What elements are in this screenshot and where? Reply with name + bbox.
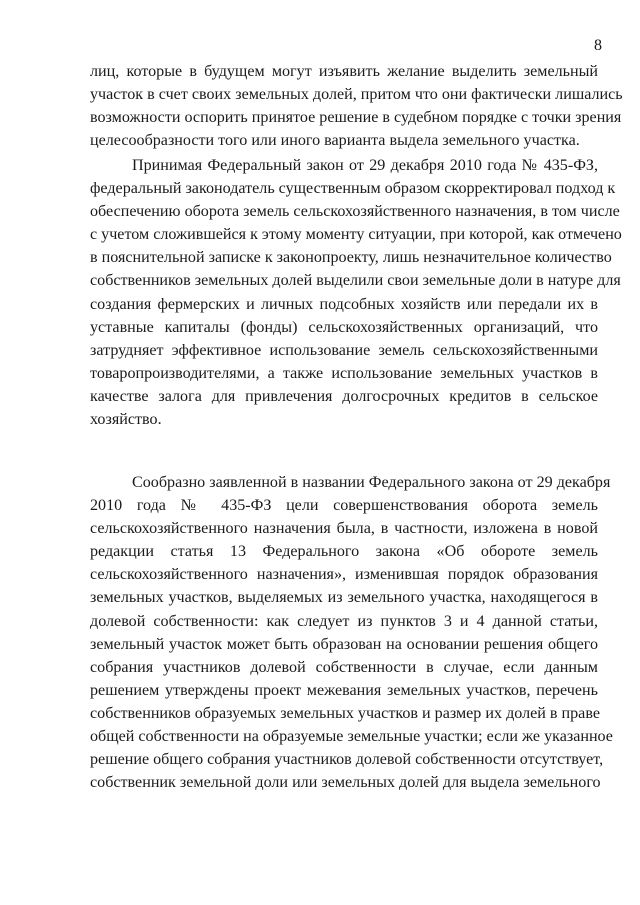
text-line: создания фермерских и личных подсобных хозяйств или передали их в [90, 295, 598, 313]
text-line: целесообразности того или иного варианта выдела земельного участка. [90, 132, 580, 150]
text-line: возможности оспорить принятое решение в судебном порядке с точки зрения [90, 109, 622, 127]
text-line: хозяйство. [90, 411, 162, 429]
text-line: товаропроизводителями, а также использование земельных участков в [90, 364, 598, 382]
text-line: земельный участок может быть образован на основании решения общего [90, 635, 598, 653]
text-line: качестве залога для привлечения долгосрочных кредитов в сельское [90, 387, 598, 405]
text-line: сельскохозяйственного назначения была, в частности, изложена в новой [90, 520, 598, 538]
text-line: решением утверждены проект межевания земельных участков, перечень [90, 681, 598, 699]
text-line: долевой собственности: как следует из пунктов 3 и 4 данной статьи, [90, 612, 598, 630]
paragraph-2 [90, 154, 622, 431]
text-line: обеспечению оборота земель сельскохозяйственного назначения, в том числе [90, 203, 620, 221]
text-line: собственников образуемых земельных участков и размер их долей в праве [90, 704, 600, 722]
text-line: затрудняет эффективное использование земель сельскохозяйственными [90, 341, 598, 359]
text-line: Принимая Федеральный закон от 29 декабря 2010 года № 435-ФЗ, [132, 157, 598, 174]
text-line: с учетом сложившейся к этому моменту ситуации, при которой, как отмечено [90, 226, 622, 244]
text-line: федеральный законодатель существенным образом скорректировал подход к [90, 180, 616, 198]
text-line: собственник земельной доли или земельных долей для выдела земельного [90, 774, 601, 792]
text-line: общей собственности на образуемые земельные участки; если же указанное [90, 728, 613, 746]
text-line: земельных участков, выделяемых из земельного участка, находящегося в [90, 589, 598, 607]
text-line: редакции статья 13 Федерального закона «Об обороте земель [90, 543, 598, 561]
text-line: в пояснительной записке к законопроекту, лишь незначительное количество [90, 249, 612, 267]
text-line: уставные капиталы (фонды) сельскохозяйственных организаций, что [90, 318, 598, 336]
text-line: собрания участников долевой собственности в случае, если данным [90, 658, 598, 676]
text-line: 2010 года № 435-ФЗ цели совершенствования оборота земель [90, 497, 598, 515]
text-line: решение общего собрания участников долевой собственности отсутствует, [90, 751, 604, 769]
paragraph-3 [90, 471, 613, 794]
text-line: собственников земельных долей выделили свои земельные доли в натуре для [90, 272, 621, 290]
text-line: Сообразно заявленной в названии Федерального закона от 29 декабря [132, 474, 611, 491]
paragraph-1 [90, 60, 623, 152]
page-number: 8 [594, 37, 602, 54]
text-line: лиц, которые в будущем могут изъявить желание выделить земельный [90, 63, 598, 80]
text-line: сельскохозяйственного назначения», изменившая порядок образования [90, 566, 598, 584]
text-line: участок в счет своих земельных долей, притом что они фактически лишались [90, 86, 623, 104]
